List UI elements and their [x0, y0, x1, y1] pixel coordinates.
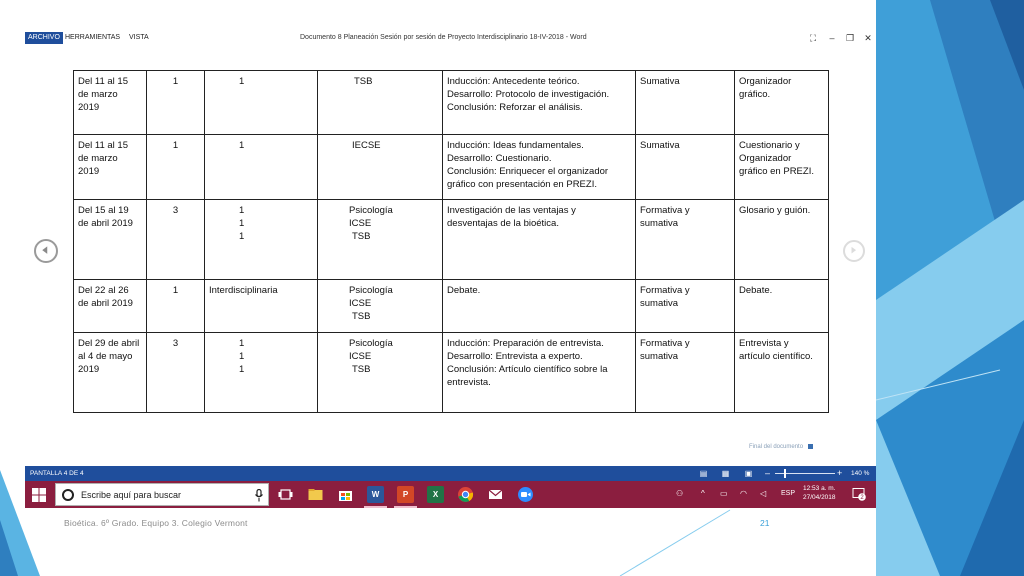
cell-line: 1 — [172, 76, 179, 87]
cell-line: 2019 — [78, 364, 100, 375]
cell-line: gráfico en PREZI. — [739, 166, 814, 177]
end-of-document-label: Final del documento — [749, 444, 804, 451]
zoom-out-button[interactable]: – — [765, 468, 771, 478]
zoom-slider-thumb[interactable] — [784, 469, 786, 478]
cell-line: Sumativa — [640, 76, 680, 87]
cell-line: artículo científico. — [739, 351, 813, 362]
powerpoint-active-indicator — [394, 506, 417, 508]
file-explorer-icon[interactable] — [307, 486, 324, 503]
cell-fecha — [74, 135, 147, 200]
cell-actividades — [443, 333, 636, 413]
search-placeholder: Escribe aquí para buscar — [81, 490, 182, 500]
cell-line: Desarrollo: Cuestionario. — [447, 153, 552, 164]
cell-line: 1 — [239, 218, 245, 229]
table-row — [74, 200, 829, 280]
task-view-icon[interactable] — [277, 486, 294, 503]
cell-line: Conclusión: Enriquecer el organizador — [447, 166, 609, 177]
word-app-label: W — [371, 490, 380, 499]
cell-line: TSB — [352, 231, 371, 242]
cell-producto — [735, 135, 829, 200]
cell-horas — [205, 71, 318, 135]
cell-actividades — [443, 200, 636, 280]
cell-line: Formativa y — [640, 205, 690, 216]
cell-line: 1 — [239, 351, 245, 362]
menu-herramientas[interactable]: HERRAMIENTAS — [65, 34, 121, 41]
cell-evaluacion — [636, 333, 735, 413]
reading-mode-icon[interactable]: ⛶ — [809, 33, 817, 43]
cell-line: Psicología — [349, 338, 393, 349]
cell-line: Del 11 al 15 — [78, 76, 128, 87]
word-app-icon[interactable] — [367, 486, 384, 503]
mail-icon[interactable] — [487, 486, 504, 503]
cell-line: Interdisciplinaria — [209, 285, 278, 296]
cell-line: Del 11 al 15 — [78, 140, 128, 151]
cell-line: desventajas de la bioética. — [447, 218, 559, 229]
cell-fecha — [74, 333, 147, 413]
volume-icon[interactable]: ◁ — [760, 489, 767, 498]
cell-line: Del 22 al 26 — [78, 285, 129, 296]
word-window — [25, 29, 876, 508]
windows-taskbar — [25, 481, 876, 508]
table-row — [74, 135, 829, 200]
cell-line: gráfico con presentación en PREZI. — [447, 179, 597, 190]
zoom-level[interactable]: 140 % — [851, 470, 870, 477]
cell-line: Glosario y guión. — [739, 205, 811, 216]
notifications-icon[interactable] — [852, 487, 866, 501]
cell-line: de marzo — [78, 89, 118, 100]
excel-app-icon[interactable] — [427, 486, 444, 503]
language-indicator[interactable]: ESP — [781, 490, 796, 497]
people-icon[interactable]: ⚇ — [676, 489, 684, 498]
menu-vista[interactable]: VISTA — [129, 34, 149, 41]
cell-line: Psicología — [349, 205, 393, 216]
cell-line: gráfico. — [739, 89, 771, 100]
cell-line: 1 — [172, 285, 179, 296]
zoom-app-icon[interactable] — [517, 486, 534, 503]
cell-evaluacion — [636, 135, 735, 200]
cell-line: Investigación de las ventajas y — [447, 205, 576, 216]
cell-producto — [735, 71, 829, 135]
cell-line: sumativa — [640, 351, 679, 362]
document-page — [25, 47, 876, 466]
cell-line: Psicología — [349, 285, 393, 296]
table-row — [74, 71, 829, 135]
cell-line: 1 — [239, 231, 245, 242]
cell-line: Del 15 al 19 — [78, 205, 129, 216]
cell-line: 1 — [239, 140, 245, 151]
cell-actividades — [443, 135, 636, 200]
zoom-in-button[interactable]: + — [837, 468, 843, 478]
cortana-icon — [62, 489, 74, 501]
cell-line: Formativa y — [640, 338, 690, 349]
clock-date: 27/04/2018 — [803, 494, 836, 501]
wifi-icon[interactable]: ◠ — [740, 489, 747, 498]
cell-line: Del 29 de abril — [78, 338, 140, 349]
cell-line: Sumativa — [640, 140, 680, 151]
cell-line: de marzo — [78, 153, 118, 164]
document-title: Documento 8 Planeación Sesión por sesión de Proyecto Interdisciplinario 18-IV-2018 - Word — [300, 34, 587, 41]
page-indicator: PANTALLA 4 DE 4 — [30, 470, 84, 477]
cell-line: Desarrollo: Protocolo de investigación. — [447, 89, 610, 100]
cell-sesiones — [147, 71, 205, 135]
cell-producto — [735, 333, 829, 413]
cell-line: Debate. — [739, 285, 773, 296]
restore-icon[interactable]: ❐ — [845, 33, 855, 43]
cell-line: ICSE — [349, 218, 372, 229]
cell-sesiones — [147, 333, 205, 413]
cell-line: de abril 2019 — [78, 218, 133, 229]
cell-sesiones — [147, 280, 205, 333]
cell-evaluacion — [636, 71, 735, 135]
cell-evaluacion — [636, 200, 735, 280]
cell-fecha — [74, 200, 147, 280]
slide-number: 21 — [760, 518, 770, 528]
cell-line: 1 — [239, 205, 245, 216]
clock[interactable] — [803, 484, 836, 502]
cell-line: Organizador — [739, 76, 792, 87]
cell-sesiones — [147, 135, 205, 200]
cell-line: TSB — [354, 76, 373, 87]
cell-line: 2019 — [78, 102, 100, 113]
end-of-document-marker — [749, 444, 813, 450]
cell-line: Inducción: Preparación de entrevista. — [447, 338, 604, 349]
table-row — [74, 280, 829, 333]
cell-line: Organizador — [739, 153, 792, 164]
network-icon[interactable]: ▭ — [720, 489, 728, 498]
cell-horas — [205, 135, 318, 200]
cell-line: entrevista. — [447, 377, 491, 388]
taskbar-search-input[interactable] — [55, 483, 269, 506]
cell-asignatura — [318, 200, 443, 280]
powerpoint-app-label: P — [402, 490, 409, 499]
chrome-icon[interactable] — [457, 486, 474, 503]
cell-line: ICSE — [349, 298, 372, 309]
cell-line: 3 — [172, 205, 179, 216]
cell-line: Inducción: Antecedente teórico. — [447, 76, 580, 87]
cell-asignatura — [318, 280, 443, 333]
cell-line: 2019 — [78, 166, 100, 177]
cell-evaluacion — [636, 280, 735, 333]
excel-app-label: X — [432, 490, 439, 499]
cell-line: 3 — [172, 338, 179, 349]
cell-line: TSB — [352, 364, 371, 375]
cell-asignatura — [318, 71, 443, 135]
notifications-count: 2 — [860, 495, 864, 501]
print-layout-icon[interactable]: ▦ — [721, 469, 730, 478]
minimize-icon[interactable]: – — [829, 33, 835, 43]
cell-line: Cuestionario y — [739, 140, 800, 151]
cell-producto — [735, 200, 829, 280]
cell-line: 1 — [239, 76, 245, 87]
cell-fecha — [74, 71, 147, 135]
cell-line: IECSE — [352, 140, 381, 151]
cell-line: sumativa — [640, 298, 679, 309]
table-row — [74, 333, 829, 413]
cell-fecha — [74, 280, 147, 333]
cell-asignatura — [318, 333, 443, 413]
previous-slide-icon[interactable] — [34, 239, 58, 263]
web-layout-icon[interactable]: ▣ — [744, 469, 753, 478]
planning-table — [73, 70, 829, 413]
cell-horas — [205, 200, 318, 280]
cell-line: ICSE — [349, 351, 372, 362]
menu-archivo[interactable]: ARCHIVO — [25, 32, 63, 44]
close-icon[interactable]: ✕ — [864, 33, 872, 43]
word-statusbar — [25, 466, 876, 481]
cell-line: Conclusión: Artículo científico sobre la — [447, 364, 608, 375]
cell-actividades — [443, 71, 636, 135]
cell-line: TSB — [352, 311, 371, 322]
cell-actividades — [443, 280, 636, 333]
cell-asignatura — [318, 135, 443, 200]
word-titlebar — [25, 29, 876, 47]
cell-line: 1 — [239, 338, 245, 349]
read-mode-icon[interactable]: ▤ — [699, 469, 708, 478]
cell-line: 1 — [172, 140, 179, 151]
cell-line: al 4 de mayo — [78, 351, 133, 362]
microphone-icon[interactable] — [254, 489, 264, 502]
store-icon[interactable] — [337, 486, 354, 503]
end-mark-icon — [808, 444, 813, 449]
cell-horas — [205, 333, 318, 413]
cell-sesiones — [147, 200, 205, 280]
next-slide-icon[interactable] — [843, 240, 865, 262]
show-hidden-icons-icon[interactable]: ^ — [701, 489, 705, 498]
clock-time: 12:53 a. m. — [803, 485, 836, 492]
cell-horas — [205, 280, 318, 333]
slide-footer: Bioética. 6º Grado. Equipo 3. Colegio Vermont — [64, 518, 248, 528]
cell-line: Debate. — [447, 285, 481, 296]
cell-line: 1 — [239, 364, 245, 375]
cell-line: Formativa y — [640, 285, 690, 296]
cell-line: Inducción: Ideas fundamentales. — [447, 140, 584, 151]
cell-line: sumativa — [640, 218, 679, 229]
cell-line: Conclusión: Reforzar el análisis. — [447, 102, 583, 113]
windows-start-icon[interactable] — [31, 487, 47, 503]
cell-line: de abril 2019 — [78, 298, 133, 309]
cell-line: Entrevista y — [739, 338, 789, 349]
cell-line: Desarrollo: Entrevista a experto. — [447, 351, 583, 362]
cell-producto — [735, 280, 829, 333]
word-active-indicator — [364, 506, 387, 508]
powerpoint-app-icon[interactable] — [397, 486, 414, 503]
